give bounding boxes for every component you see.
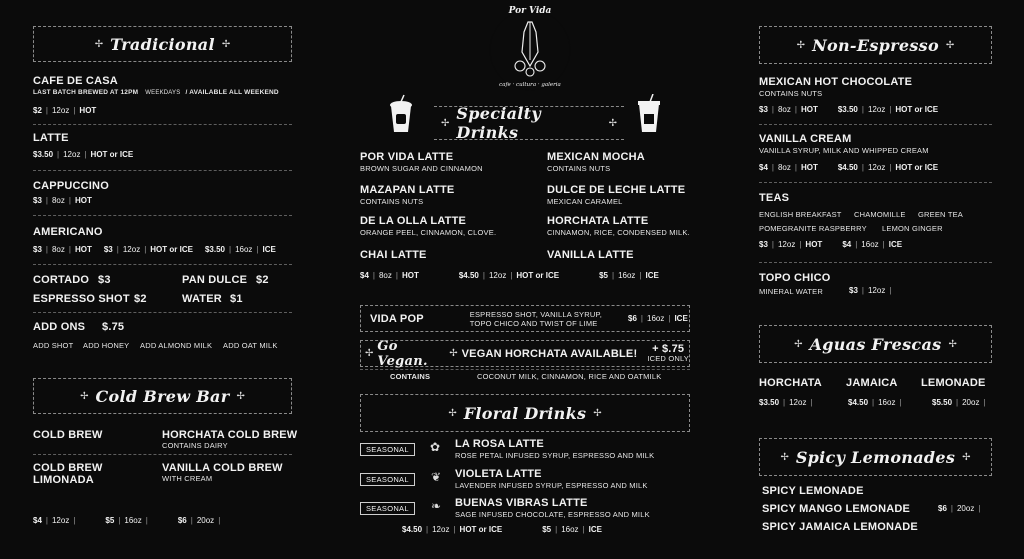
lavender-icon: ❦ — [431, 470, 442, 484]
divider — [33, 264, 292, 265]
add-honey: ADD HONEY — [83, 341, 130, 350]
divider — [33, 124, 292, 125]
sage-icon: ❧ — [431, 499, 442, 513]
ornament-icon: ✢ — [796, 39, 806, 51]
olla-latte-name: DE LA OLLA LATTE — [360, 215, 467, 227]
vanilla-latte-name: VANILLA LATTE — [547, 249, 634, 261]
topo-chico-name: TOPO CHICO — [759, 272, 831, 284]
aguas-jamaica-price: $4.50 | 16oz | — [848, 398, 902, 407]
specialty-prices: $4 | 8oz | HOT $4.50 | 12oz | HOT or ICE $5 | 16oz | ICE — [360, 271, 659, 280]
por-vida-latte-note: BROWN SUGAR AND CINNAMON — [360, 164, 483, 173]
iced-cup-icon — [635, 94, 663, 139]
cortado-name: CORTADO — [33, 274, 90, 286]
divider — [759, 262, 992, 263]
vanilla-cold-brew-name: VANILLA COLD BREW — [162, 462, 283, 474]
ornament-icon: ✢ — [945, 39, 955, 51]
espresso-shot-price: $2 — [134, 293, 147, 305]
cafe-de-casa-name: CAFE DE CASA — [33, 75, 118, 87]
specialty-header — [434, 106, 624, 140]
aguas-header — [759, 325, 992, 363]
teas-name: TEAS — [759, 192, 790, 204]
latte-prices: $3.50 | 12oz | HOT or ICE — [33, 150, 134, 159]
violeta-latte-note: LAVENDER INFUSED SYRUP, ESPRESSO AND MILK — [455, 481, 648, 490]
dulce-latte-note: MEXICAN CARAMEL — [547, 197, 623, 206]
divider — [33, 170, 292, 171]
floral-header — [360, 394, 690, 432]
spicy-jamaica-lemonade: SPICY JAMAICA LEMONADE — [762, 521, 918, 533]
topo-chico-note: MINERAL WATER — [759, 287, 823, 296]
horchata-cold-brew-note: CONTAINS DAIRY — [162, 441, 228, 450]
hot-cup-icon — [387, 94, 415, 139]
mexican-mocha-name: MEXICAN MOCHA — [547, 151, 645, 163]
cold-brew-header — [33, 378, 292, 414]
spicy-lemonade: SPICY LEMONADE — [762, 485, 864, 497]
spicy-prices: $6 | 20oz | — [938, 504, 981, 513]
divider — [360, 369, 690, 370]
praying-hands-icon — [488, 8, 572, 92]
ornament-icon: ✢ — [948, 338, 957, 350]
hot-chocolate-name: MEXICAN HOT CHOCOLATE — [759, 76, 913, 88]
ornament-icon: ✢ — [608, 117, 617, 129]
go-vegan-contains: COCONUT MILK, CINNAMON, RICE AND OATMILK — [477, 372, 662, 381]
non-espresso-header — [759, 26, 992, 64]
vanilla-cream-note: VANILLA SYRUP, MILK AND WHIPPED CREAM — [759, 146, 929, 155]
horchata-cold-brew-name: HORCHATA COLD BREW — [162, 429, 298, 441]
go-vegan-price-block: + $.75 ICED ONLY — [647, 342, 689, 363]
mazapan-latte-note: CONTAINS NUTS — [360, 197, 424, 206]
tea-pomegranite-raspberry: POMEGRANITE RASPBERRY — [759, 224, 867, 233]
la-rosa-latte-note: ROSE PETAL INFUSED SYRUP, ESPRESSO AND MILK — [455, 451, 655, 460]
vanilla-cold-brew-note: WITH CREAM — [162, 474, 213, 483]
cold-brew-prices: $4 | 12oz | $5 | 16oz | $6 | 20oz | — [33, 516, 221, 525]
aguas-lemonade-price: $5.50 | 20oz | — [932, 398, 986, 407]
ornament-icon: ✢ — [221, 38, 231, 50]
ornament-icon: ✢ — [365, 348, 374, 359]
cold-brew-limonada-line1: COLD BREW — [33, 462, 103, 474]
non-espresso-title: Non-Espresso — [812, 35, 939, 55]
tea-english-breakfast: ENGLISH BREAKFAST — [759, 210, 842, 219]
spicy-mango-lemonade: SPICY MANGO LEMONADE — [762, 503, 911, 515]
tea-green: GREEN TEA — [918, 210, 964, 219]
logo-tagline: cafe · cultura · galeria — [499, 82, 561, 88]
specialty-title: Specialty Drinks — [456, 104, 541, 142]
divider — [33, 312, 292, 313]
cold-brew-limonada-line2: LIMONADA — [33, 474, 94, 486]
aguas-horchata-price: $3.50 | 12oz | — [759, 398, 813, 407]
go-vegan-box — [360, 340, 690, 367]
ornament-icon: ✢ — [794, 338, 803, 350]
add-shot: ADD SHOT — [33, 341, 74, 350]
seasonal-badge: SEASONAL — [360, 443, 415, 456]
water-name: WATER — [182, 293, 222, 305]
floral-title: Floral Drinks — [463, 403, 587, 423]
divider — [759, 124, 992, 125]
por-vida-logo — [488, 8, 572, 92]
divider — [33, 454, 292, 455]
buenas-vibras-latte-name: BUENAS VIBRAS LATTE — [455, 497, 588, 509]
aguas-title: Aguas Frescas — [809, 334, 942, 354]
por-vida-latte-name: POR VIDA LATTE — [360, 151, 454, 163]
buenas-vibras-latte-note: SAGE INFUSED CHOCOLATE, ESPRESSO AND MILK — [455, 510, 650, 519]
seasonal-badge: SEASONAL — [360, 473, 415, 486]
ornament-icon: ✢ — [236, 390, 245, 402]
divider — [33, 215, 292, 216]
chai-latte-name: CHAI LATTE — [360, 249, 427, 261]
water-price: $1 — [230, 293, 243, 305]
cafe-de-casa-prices: $2 | 12oz | HOT — [33, 106, 97, 115]
americano-name: AMERICANO — [33, 226, 103, 238]
add-oat-milk: ADD OAT MILK — [223, 341, 278, 350]
cold-brew-name: COLD BREW — [33, 429, 103, 441]
ornament-icon: ✢ — [94, 38, 104, 50]
seasonal-badge: SEASONAL — [360, 502, 415, 515]
ornament-icon: ✢ — [780, 451, 789, 463]
dulce-latte-name: DULCE DE LECHE LATTE — [547, 184, 686, 196]
hot-chocolate-prices: $3 | 8oz | HOT $3.50 | 12oz | HOT or ICE — [759, 105, 939, 114]
topo-chico-prices: $3 | 12oz | — [849, 286, 892, 295]
ornament-icon: ✢ — [80, 390, 89, 402]
americano-prices: $3 | 8oz | HOT $3 | 12oz | HOT or ICE $3.50 | 16oz | ICE — [33, 245, 276, 254]
pan-dulce-name: PAN DULCE — [182, 274, 248, 286]
cold-brew-title: Cold Brew Bar — [95, 386, 230, 406]
go-vegan-headline: VEGAN HORCHATA AVAILABLE! — [461, 347, 638, 360]
olla-latte-note: ORANGE PEEL, CINNAMON, CLOVE. — [360, 228, 497, 237]
go-vegan-contains-label: CONTAINS — [390, 372, 431, 381]
pan-dulce-price: $2 — [256, 274, 269, 286]
floral-prices: $4.50 | 12oz | HOT or ICE $5 | 16oz | ICE — [402, 525, 602, 534]
mazapan-latte-name: MAZAPAN LATTE — [360, 184, 455, 196]
ornament-icon: ✢ — [441, 117, 450, 129]
violeta-latte-name: VIOLETA LATTE — [455, 468, 542, 480]
cortado-price: $3 — [98, 274, 111, 286]
spicy-title: Spicy Lemonades — [795, 447, 956, 467]
ornament-icon: ✢ — [448, 407, 457, 419]
add-ons-name: ADD ONS — [33, 321, 86, 333]
mexican-mocha-note: CONTAINS NUTS — [547, 164, 611, 173]
la-rosa-latte-name: LA ROSA LATTE — [455, 438, 544, 450]
tradicional-title: Tradicional — [110, 34, 215, 54]
logo-brand: Por Vida — [508, 6, 552, 16]
divider — [759, 182, 992, 183]
spicy-header — [759, 438, 992, 476]
hot-chocolate-note: CONTAINS NUTS — [759, 89, 823, 98]
go-vegan-label: Go Vegan. — [377, 338, 428, 369]
espresso-shot-name: ESPRESSO SHOT — [33, 293, 130, 305]
vida-pop-name: VIDA POP — [370, 312, 424, 325]
tea-lemon-ginger: LEMON GINGER — [882, 224, 943, 233]
latte-name: LATTE — [33, 132, 69, 144]
add-almond-milk: ADD ALMOND MILK — [140, 341, 213, 350]
vanilla-cream-prices: $4 | 8oz | HOT $4.50 | 12oz | HOT or ICE — [759, 163, 939, 172]
ornament-icon: ✢ — [962, 451, 971, 463]
tea-chamomille: CHAMOMILLE — [854, 210, 906, 219]
ornament-icon: ✢ — [593, 407, 602, 419]
cappuccino-prices: $3 | 8oz | HOT — [33, 196, 92, 205]
rose-icon: ✿ — [430, 440, 441, 454]
ornament-icon: ✢ — [449, 348, 458, 359]
tradicional-header — [33, 26, 292, 62]
cappuccino-name: CAPPUCCINO — [33, 180, 109, 192]
vida-pop-notes: ESPRESSO SHOT, VANILLA SYRUP, TOPO CHICO AND TWIST OF LIME — [469, 309, 603, 328]
vida-pop-box — [360, 305, 690, 332]
vanilla-cream-name: VANILLA CREAM — [759, 133, 852, 145]
horchata-latte-name: HORCHATA LATTE — [547, 215, 649, 227]
aguas-jamaica-name: JAMAICA — [846, 377, 898, 389]
aguas-lemonade-name: LEMONADE — [921, 377, 986, 389]
cafe-de-casa-note: LAST BATCH BREWED AT 12PM WEEKDAYS / AVAILABLE ALL WEEKEND — [33, 89, 279, 96]
vida-pop-prices: $6 | 16oz | ICE — [628, 314, 688, 323]
aguas-horchata-name: HORCHATA — [759, 377, 822, 389]
horchata-latte-note: CINNAMON, RICE, CONDENSED MILK. — [547, 228, 690, 237]
add-ons-price: $.75 — [102, 321, 125, 333]
teas-prices: $3 | 12oz | HOT $4 | 16oz | ICE — [759, 240, 903, 249]
